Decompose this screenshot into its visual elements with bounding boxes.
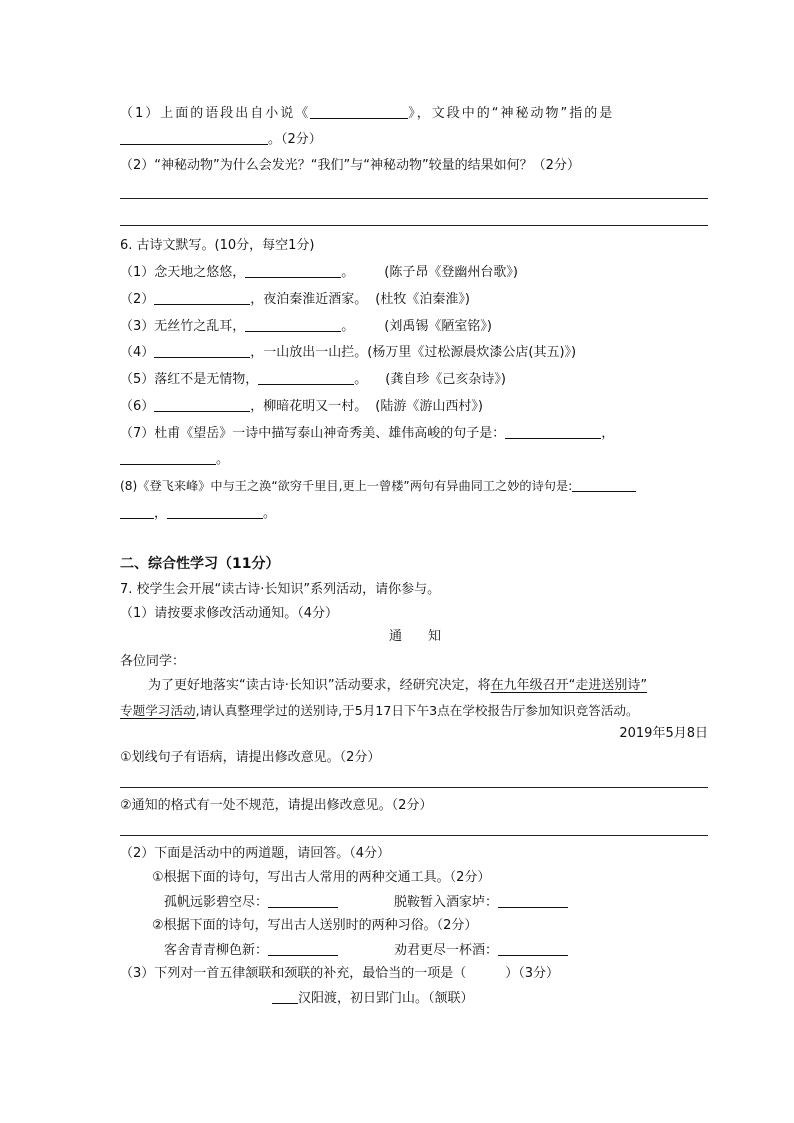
q7-sub3: （3）下列对一首五律颔联和颈联的补充，最恰当的一项是（ ）（3分） — [120, 966, 560, 981]
q5-sub1-line2: 。（2分） — [120, 130, 322, 149]
answer-blank[interactable] — [120, 450, 216, 465]
answer-blank[interactable] — [154, 397, 250, 412]
notice-body-line2: 专题学习活动,请认真整理学过的送别诗,于5月17日下午3点在学校报告厅参加知识竞答活动。 — [120, 703, 639, 718]
answer-blank[interactable] — [154, 290, 250, 305]
answer-blank[interactable] — [572, 477, 636, 492]
q7-sub2-b-items: 客舍青青柳色新： 劝君更尽一杯酒： — [164, 941, 568, 960]
q7-circ1: ①划线句子有语病，请提出修改意见。（2分） — [120, 750, 381, 765]
q6-item-8-line2: ， 。 — [120, 504, 276, 523]
q6-item-8: (8)《登飞来峰》中与王之涣“欲穷千里目,更上一曾楼”两句有异曲同工之妙的诗句是: — [120, 477, 636, 495]
underlined-sentence: 专题学习活动 — [120, 703, 196, 718]
q7-sub2-a-items: 孤帆远影碧空尽： 脱鞍暂入酒家垆： — [164, 893, 568, 912]
q6-title: 6. 古诗文默写。(10分，每空1分) — [120, 238, 315, 253]
answer-line[interactable] — [120, 835, 708, 836]
answer-blank[interactable] — [245, 317, 341, 332]
answer-blank[interactable] — [505, 424, 601, 439]
q7-sub2: （2）下面是活动中的两道题，请回答。（4分） — [120, 846, 391, 861]
q5-sub2: （2）“神秘动物”为什么会发光？“我们”与“神秘动物”较量的结果如何？（2分） — [120, 158, 580, 173]
q6-item-6: （6） ，柳暗花明又一村。 (陆游《游山西村》) — [120, 399, 483, 414]
q6-item-5: （5）落红不是无情物， 。 (龚自珍《己亥杂诗》) — [120, 372, 506, 387]
underlined-sentence: 在九年级召开“走进送别诗” — [490, 678, 648, 693]
answer-blank[interactable] — [268, 941, 338, 956]
answer-blank[interactable] — [272, 989, 298, 1004]
q6-item-2: （2） ，夜泊秦淮近酒家。 (杜牧《泊秦淮》) — [120, 292, 470, 307]
q7-sub2-b: ②根据下面的诗句，写出古人送别时的两种习俗。（2分） — [152, 918, 478, 933]
answer-blank[interactable] — [154, 343, 250, 358]
answer-blank[interactable] — [498, 893, 568, 908]
notice-title: 通 知 — [388, 629, 441, 644]
notice-body-line1: 为了更好地落实“读古诗·长知识”活动要求，经研究决定，将在九年级召开“走进送别诗” — [148, 678, 648, 693]
q7-circ2: ②通知的格式有一处不规范，请提出修改意见。（2分） — [120, 798, 433, 813]
answer-blank[interactable] — [258, 370, 354, 385]
answer-blank[interactable] — [498, 941, 568, 956]
q6-item-7-line2: 。 — [120, 450, 229, 469]
q7-sub3-line: 汉阳渡，初日郢门山。（颔联） — [272, 989, 474, 1008]
q7-sub2-a: ①根据下面的诗句，写出古人常用的两种交通工具。（2分） — [152, 870, 491, 885]
answer-blank[interactable] — [268, 893, 338, 908]
q7-title: 7. 校学生会开展“读古诗·长知识”系列活动，请你参与。 — [120, 582, 441, 597]
section-2-title: 二、综合性学习（11分） — [120, 556, 280, 572]
notice-date: 2019年5月8日 — [619, 726, 708, 741]
answer-line[interactable] — [120, 787, 708, 788]
q6-item-7: （7）杜甫《望岳》一诗中描写泰山神奇秀美、雄伟高峻的句子是： ， — [120, 426, 615, 441]
notice-greeting: 各位同学： — [120, 654, 186, 669]
answer-blank[interactable] — [310, 104, 408, 119]
q6-item-1: （1）念天地之悠悠， 。 (陈子昂《登幽州台歌》) — [120, 265, 518, 280]
q7-sub1: （1）请按要求修改活动通知。（4分） — [120, 606, 339, 621]
answer-blank[interactable] — [120, 130, 268, 145]
q6-item-4: （4） ，一山放出一山拦。(杨万里《过松源晨炊漆公店(其五)》) — [120, 345, 577, 360]
q6-item-3: （3）无丝竹之乱耳， 。 (刘禹锡《陋室铭》) — [120, 319, 492, 334]
q5-sub1-line: （1）上面的语段出自小说《 》，文段中的“神秘动物”指的是 — [120, 106, 615, 121]
answer-blank[interactable] — [167, 504, 263, 519]
answer-blank[interactable] — [120, 504, 154, 519]
answer-line[interactable] — [120, 225, 708, 226]
answer-line[interactable] — [120, 198, 708, 199]
answer-blank[interactable] — [245, 263, 341, 278]
